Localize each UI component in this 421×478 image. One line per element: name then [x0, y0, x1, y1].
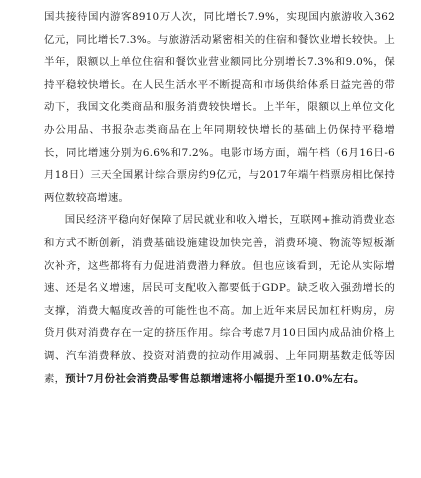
- forecast-highlight: 预计7月份社会消费品零售总额增速将小幅提升至10.0%左右。: [65, 372, 365, 385]
- paragraph-tourism-culture: 国共接待国内游客8910万人次，同比增长7.9%，实现国内旅游收入362亿元，同比增长7.3%。与旅游活动紧密相关的住宿和餐饮业增长较快。上半年，限额以上单位住宿和餐饮业营业额同比分别增长7.3%和9.0%，保持平稳较快增长。在人民生活水平不断提高和市场供给体系日益完善的带动下，我国文化类商品和服务消费较快增长。上半年，限额以上单位文化办公用品、书报杂志类商品在上年同期较快增长的基础上仍保持平稳增长，同比增速分别为6.6%和7.2%。电影市场方面，端午档（6月16日-6月18日）三天全国累计综合票房约9亿元，与2017年端午档票房相比保持两位数较高增速。: [44, 11, 395, 204]
- paragraph-body-text: 国民经济平稳向好保障了居民就业和收入增长，互联网+推动消费业态和方式不断创新，消费基础设施建设加快完善，消费环境、物流等短板渐次补齐，这些都将有力促进消费潜力释放。但也应该看到，无论从实际增速、还是名义增速，居民可支配收入都要低于GDP。缺乏收入强劲增长的支撑，消费大幅度改善的可能性也不高。加上近年来居民加杠杆购房，房贷月供对消费存在一定的挤压作用。综合考虑7月10日国内成品油价格上调、汽车消费释放、投资对消费的拉动作用减弱、上年同期基数走低等因素，: [44, 214, 395, 385]
- paragraph-consumption-outlook: [44, 209, 395, 390]
